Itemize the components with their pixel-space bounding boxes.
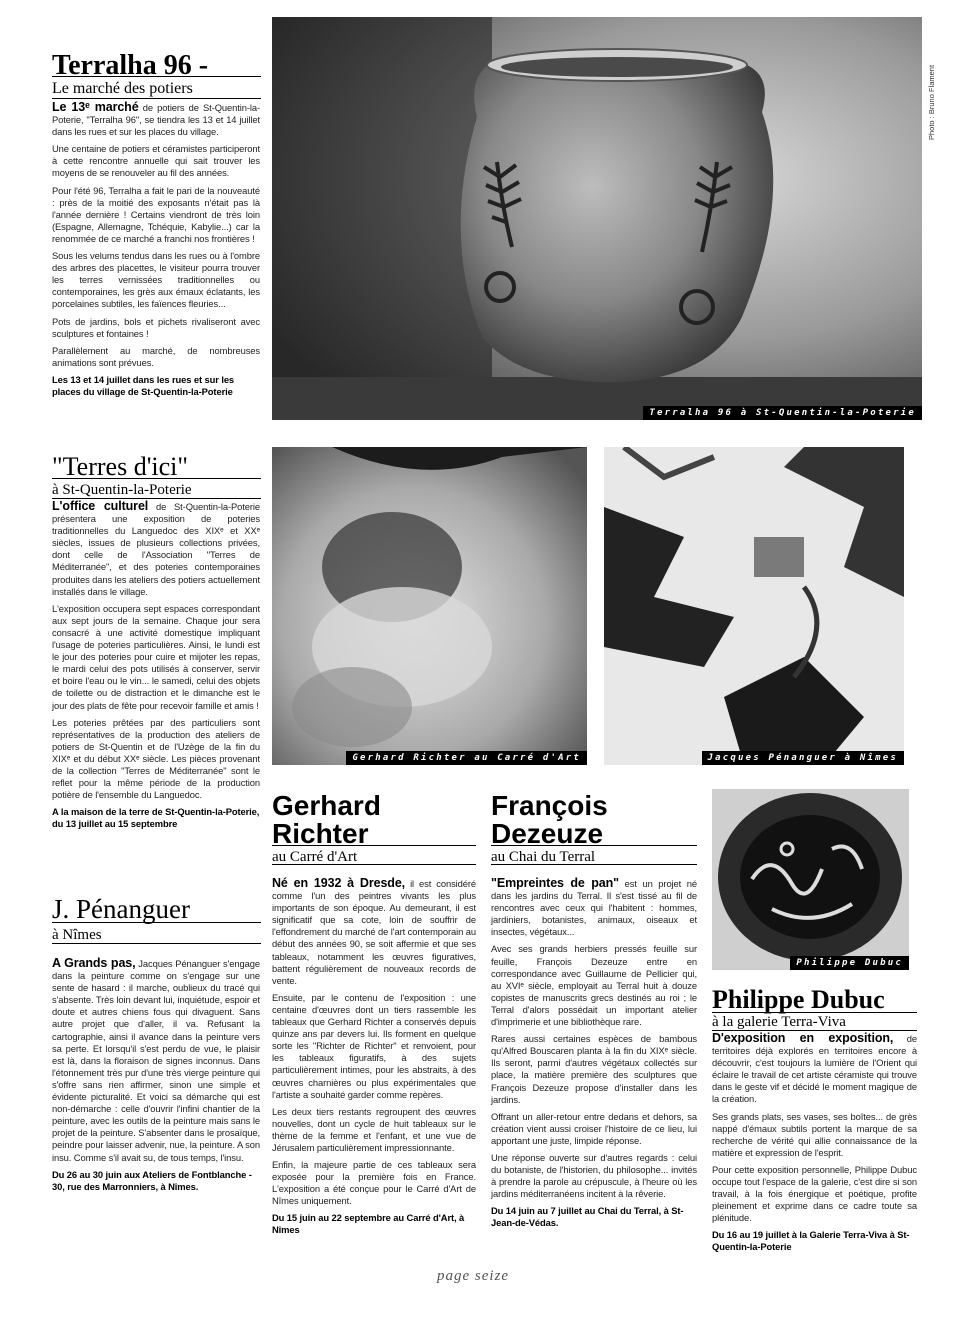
richter-article: [272, 877, 476, 1236]
dubuc-lead: D'exposition en exposition,: [712, 1031, 894, 1045]
dezeuze-p1: est un projet né dans les jardins du Terral. Il s'est tissé au fil de rencontres avec ceux qui l'habitent : hommes, jardiniers, botanistes, animaux, oiseaux et insectes, végétaux...: [491, 878, 697, 938]
richter-p4: Enfin, la majeure partie de ces tableaux sera exposée pour la première fois en France. L'exposition a été conçue pour le Carré d'Art de Nîmes uniquement.: [272, 1159, 476, 1207]
richter-lead: Né en 1932 à Dresde,: [272, 876, 406, 890]
terralha-subtitle-rule: [52, 98, 261, 99]
richter-info: Du 15 juin au 22 septembre au Carré d'Art, à Nîmes: [272, 1212, 465, 1236]
dubuc-image: [712, 789, 909, 970]
dubuc-info: Du 16 au 19 juillet à la Galerie Terra-Viva à St-Quentin-la-Poterie: [712, 1229, 910, 1253]
pot-photo: [272, 17, 922, 420]
richter-caption: Gerhard Richter au Carré d'Art: [346, 751, 587, 765]
terralha-p2: Une centaine de potiers et céramistes participeront à cette rencontre annuelle qui sait trouver les moyens de se renouveler au fil des années.: [52, 143, 260, 179]
dubuc-p3: Pour cette exposition personnelle, Philippe Dubuc occupe tout l'espace de la galerie, c'est dire si son travail, à la fois énergique et poétique, profite pleinement et exprime dans ce cadre toute sa plénitude.: [712, 1163, 917, 1224]
terralha-title-rule: [52, 76, 261, 77]
dezeuze-article: [491, 877, 697, 1229]
dezeuze-title-line2: Dezeuze: [491, 818, 604, 849]
dezeuze-p4: Offrant un aller-retour entre dedans et dehors, sa création vient aussi croiser l'histoire de ce lieu, lui apportant une juste, limpide réponse.: [491, 1110, 697, 1146]
dezeuze-subtitle-rule: [491, 864, 697, 865]
dubuc-photo: [712, 789, 909, 970]
terralha-title: Terralha 96 -: [52, 50, 209, 81]
terralha-p4: Sous les velums tendus dans les rues ou à l'ombre des arbres des placettes, le visiteur pourra trouver les terres vernissées traditionnelles ou contemporaines, les grès aux émaux éclatants, les porcelaines subtiles, les faïences fleuries...: [52, 250, 260, 310]
penanguer-title-rule: [52, 922, 261, 923]
dezeuze-info: Du 14 juin au 7 juillet au Chai du Terral, à St-Jean-de-Védas.: [491, 1205, 684, 1229]
pot-caption: Terralha 96 à St-Quentin-la-Poterie: [643, 406, 922, 420]
richter-title-line2: Richter: [272, 818, 369, 849]
penanguer-title: J. Pénanguer: [52, 894, 190, 924]
richter-image: [272, 447, 587, 765]
penanguer-photo: [604, 447, 904, 765]
photo-credit: Photo : Bruno Flament: [927, 64, 936, 140]
terres-p2: L'exposition occupera sept espaces correspondant aux sept jours de la semaine. Chaque jour sera consacré à une activité domestique impliquant l'usage de poteries particulières. Ainsi, le lundi est le jour des poteries pour cuire et mijoter les repas, le mardi celui des pots utilisés à conserver, servir et boire l'eau ou le vin... le samedi, celui des objets de toilette ou de distraction et le dimanche est le jour des plats de fête pour recevoir famille et amis !: [52, 602, 260, 711]
page-footer: page seize: [437, 1268, 510, 1284]
penanguer-p1: Jacques Pénanguer s'engage dans la peinture comme on s'engage sur une sente de hasard : il marche, oublieux du tracé qui s'absente. Très loin devant lui, inquiétude, espoir et doute et autres chiens fous qui divaguent. Sans autre projet que d'aller, il va. Refusant la cartographie, ainsi il avance dans la peinture vers sa perte. Et lorsqu'il s'est perdu de vue, le plaisir est là, dans la floraison de signes inconnus. Dans l'étonnement très pur d'une très vierge peinture qui s'offre sans rien affirmer, sinon une simple et évidente picturalité. Et voici sa démarche qui est non-démarche : celle d'ouvrir l'infini chantier de la peinture, avec les outils de la peinture mais sans le projet de la peinture. S'absenter dans le prosaïque, peindre pour laisser advenir, nue, la peinture. A son insu. Comme s'il avait su, de tous temps, l'insu.: [52, 958, 260, 1163]
dubuc-title: Philippe Dubuc: [712, 985, 885, 1014]
terres-info: A la maison de la terre de St-Quentin-la-Poterie, du 13 juillet au 15 septembre: [52, 806, 260, 830]
dezeuze-p3: Rares aussi certaines espèces de bambous qu'Alfred Bouscaren planta à la fin du XIXᵉ siècle. Ils seront, parmi d'autres végétaux collectés sur place, la matière première des sculptures que François Dezeuze propose d'installer dans les jardins.: [491, 1033, 697, 1105]
terralha-p3: Pour l'été 96, Terralha a fait le pari de la nouveauté : près de la moitié des exposants n'était pas là l'année dernière ! Certains viendront de très loin (Espagne, Allemagne, Tchéquie, Kabylie...) car la renommée de ce marché a franchi nos frontières !: [52, 184, 260, 244]
richter-photo: [272, 447, 587, 765]
penanguer-lead: A Grands pas,: [52, 956, 136, 970]
dezeuze-p2: Avec ses grands herbiers pressés feuille sur feuille, François Dezeuze entre en correspondance avec Guillaume de Pellicier qui, au XVIᵉ siècle, employait au Terral huit à douze copistes de manuscrits grecs destinés au roi ; le Terral d'alors possédait un important atelier d'imprimerie et une bibliothèque rare.: [491, 943, 697, 1028]
richter-title-rule: [272, 845, 476, 846]
richter-p2: Ensuite, par le contenu de l'exposition : une centaine d'œuvres dont un tiers rassemble les tableaux que Gerhard Richter a conservés depuis quinze ans par devers lui. Ils forment en quelque sorte les "Richter de Richter" et renvoient, pour les tableaux figuratifs, à des sujets particulièrement intimes, pour les abstraits, à des œuvres charnières ou plus expérimentales que l'artiste a souhaité garder comme repères.: [272, 991, 476, 1100]
richter-p1: il est considéré comme l'un des peintres vivants les plus importants de son époque. Au demeurant, il est significatif que sa cote, loin de souffrir de l'effondrement du marché de l'art contemporain au début des années 90, se soit affermie et que ses tableaux, notamment les œuvres figuratives, battent régulièrement de nouveaux records de vente.: [272, 878, 476, 986]
richter-subtitle-rule: [272, 864, 476, 865]
terres-title: "Terres d'ici": [52, 452, 188, 481]
terralha-p1: de potiers de St-Quentin-la-Poterie, "Terralha 96", se tiendra les 13 et 14 juillet dans les rues et sur les places du village.: [52, 102, 260, 138]
dezeuze-subtitle: au Chai du Terral: [491, 849, 596, 865]
dezeuze-p5: Une réponse ouverte sur d'autres regards : celui du botaniste, de l'historien, du philosophe... invités à prendre la parole au crépuscule, à l'heure où les jardins méditerranéens incitent à la rêverie.: [491, 1151, 697, 1200]
dubuc-article: [712, 1032, 917, 1253]
dubuc-subtitle: à la galerie Terra-Viva: [712, 1014, 846, 1030]
richter-subtitle: au Carré d'Art: [272, 849, 358, 865]
terres-p1: de St-Quentin-la-Poterie présentera une exposition de poteries traditionnelles du Languedoc des XIXᵉ et XXᵉ siècles, issues de plusieurs collections privées, dont celle de l'Association "Terres de Méditerranée", et des poteries contemporaines produites dans les ateliers des potiers actuellement installés dans le village.: [52, 501, 260, 597]
terres-lead: L'office culturel: [52, 499, 149, 513]
terralha-subtitle: Le marché des potiers: [52, 80, 193, 97]
dezeuze-lead: "Empreintes de pan": [491, 876, 620, 890]
penanguer-caption: Jacques Pénanguer à Nîmes: [702, 751, 904, 765]
terres-subtitle: à St-Quentin-la-Poterie: [52, 482, 192, 498]
penanguer-subtitle-rule: [52, 943, 261, 944]
dubuc-title-rule: [712, 1012, 917, 1013]
richter-title-line1: Gerhard: [272, 790, 381, 821]
terres-article: [52, 500, 260, 830]
richter-p3: Les deux tiers restants regroupent des œuvres nouvelles, dont un cycle de huit tableaux sur le thème de la femme et l'enfant, et une vue de Jérusalem particulièrement impressionnante.: [272, 1105, 476, 1153]
penanguer-article: [52, 957, 260, 1193]
terralha-p5: Pots de jardins, bols et pichets rivaliseront avec sculptures et fontaines !: [52, 315, 260, 339]
terres-p3: Les poteries prêtées par des particuliers sont représentatives de la production des ateliers de potiers de St-Quentin et de l'Uzège de la fin du XIXᵉ et du début XXᵉ siècle. Les pièces provenant de la collection "Terres de Méditerranée" sont le reflet pour la même période de la production potière de l'ensemble du Languedoc.: [52, 716, 260, 801]
terres-title-rule: [52, 478, 261, 479]
terralha-lead: Le 13ᵉ marché: [52, 100, 139, 114]
terralha-p6: Parallèlement au marché, de nombreuses animations sont prévues.: [52, 344, 260, 368]
penanguer-image: [604, 447, 904, 765]
dezeuze-title-line1: François: [491, 790, 608, 821]
dubuc-caption: Philippe Dubuc: [790, 956, 909, 970]
penanguer-info: Du 26 au 30 juin aux Ateliers de Fontblanche - 30, rue des Marronniers, à Nîmes.: [52, 1168, 252, 1192]
dezeuze-title-rule: [491, 845, 697, 846]
pot-image: [272, 17, 922, 420]
penanguer-subtitle: à Nîmes: [52, 927, 102, 943]
terralha-info: Les 13 et 14 juillet dans les rues et sur les places du village de St-Quentin-la-Poterie: [52, 373, 235, 397]
terralha-article: [52, 101, 260, 398]
dubuc-p1: de territoires déjà explorés en territoires encore à découvrir, c'est toujours la lumière de l'Orient qui éclaire le travail de cet artiste céramiste qui trouve dans le geste vif et décidé le moment magique de la création.: [712, 1033, 917, 1105]
dubuc-p2: Ses grands plats, ses vases, ses boîtes... de grès nappé d'émaux subtils portent la marque de sa recherche de vérité qui allie connaissance de la matière et expression de l'esprit.: [712, 1110, 917, 1158]
